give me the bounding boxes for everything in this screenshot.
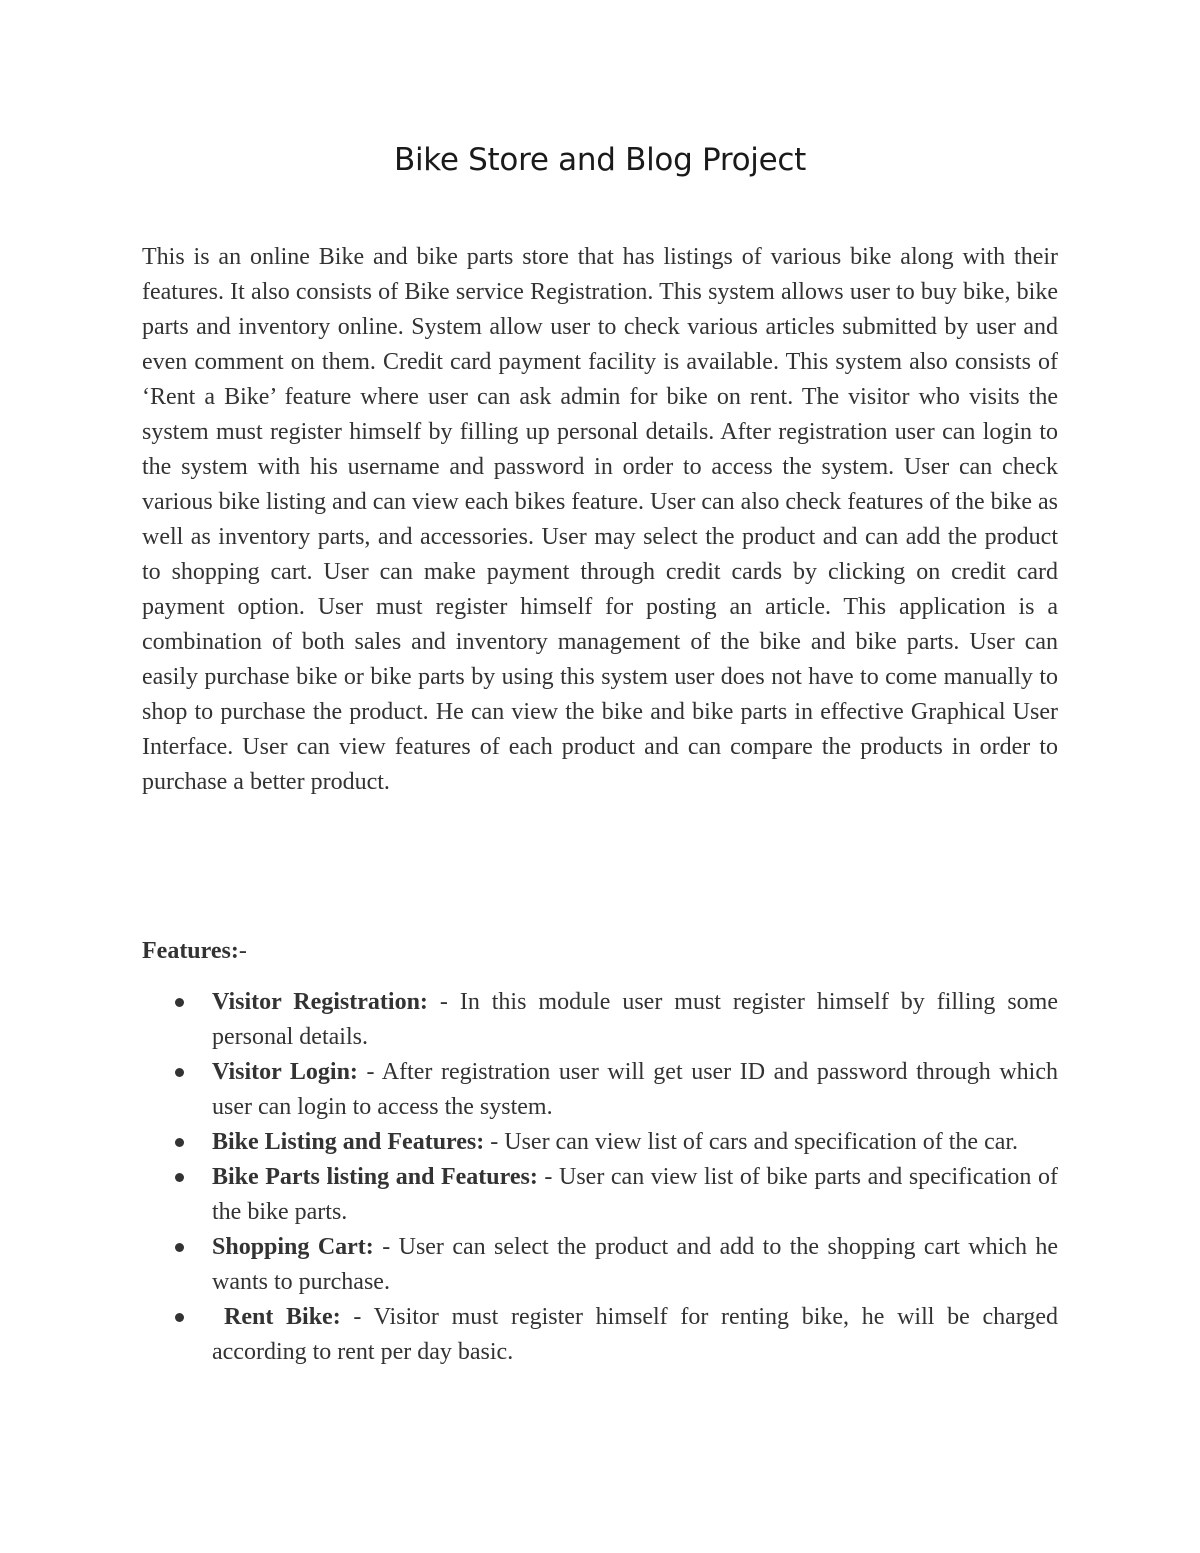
feature-item-visitor-login <box>212 1055 1058 1125</box>
feature-description: - User can view list of cars and specification of the car. <box>484 1129 1019 1155</box>
bullet-icon <box>175 998 184 1007</box>
features-heading-label: Features: <box>142 938 239 964</box>
feature-name: Bike Parts listing and Features: <box>212 1164 538 1190</box>
bullet-icon <box>175 1138 184 1147</box>
features-heading-suffix: - <box>238 938 247 964</box>
feature-name: Visitor Login: <box>212 1059 358 1085</box>
bullet-icon <box>175 1068 184 1077</box>
feature-description: - After registration user will get user ID and password through which user can login to access the system. <box>212 1059 1058 1120</box>
bullet-icon <box>175 1313 184 1322</box>
features-heading <box>142 934 247 969</box>
feature-description: - In this module user must register himself by filling some personal details. <box>212 989 1058 1050</box>
feature-item-visitor-registration <box>212 985 1058 1055</box>
feature-list <box>212 985 1058 1370</box>
feature-name: Shopping Cart: <box>212 1234 374 1260</box>
feature-description: - User can view list of bike parts and specification of the bike parts. <box>212 1164 1058 1225</box>
feature-item-bike-listing <box>212 1125 1058 1160</box>
document-title: Bike Store and Blog Project <box>394 142 806 178</box>
bullet-icon <box>175 1173 184 1182</box>
feature-name: Bike Listing and Features: <box>212 1129 485 1155</box>
feature-item-bike-parts-listing <box>212 1160 1058 1230</box>
feature-name: Visitor Registration: <box>212 989 428 1015</box>
bullet-icon <box>175 1243 184 1252</box>
feature-name: Rent Bike: <box>224 1304 341 1330</box>
intro-paragraph: This is an online Bike and bike parts store that has listings of various bike along with their features. It also consists of Bike service Registration. This system allows user to buy bike, bike parts and inventory online. System allow user to check various articles submitted by user and even comment on them. Credit card payment facility is available. This system also consists of ‘Rent a Bike’ feature where user can ask admin for bike on rent. The visitor who visits the system must register himself by filling up personal details. After registration user can login to the system with his username and password in order to access the system. User can check various bike listing and can view each bikes feature. User can also check features of the bike as well as inventory parts, and accessories. User may select the product and can add the product to shopping cart. User can make payment through credit cards by clicking on credit card payment option. User must register himself for posting an article. This application is a combination of both sales and inventory management of the bike and bike parts. User can easily purchase bike or bike parts by using this system user does not have to come manually to shop to purchase the product. He can view the bike and bike parts in effective Graphical User Interface. User can view features of each product and can compare the products in order to purchase a better product. <box>142 244 1058 795</box>
feature-item-rent-bike <box>212 1300 1058 1370</box>
feature-description: - Visitor must register himself for renting bike, he will be charged according to rent per day basic. <box>212 1304 1058 1365</box>
feature-item-shopping-cart <box>212 1230 1058 1300</box>
feature-description: - User can select the product and add to the shopping cart which he wants to purchase. <box>212 1234 1059 1295</box>
